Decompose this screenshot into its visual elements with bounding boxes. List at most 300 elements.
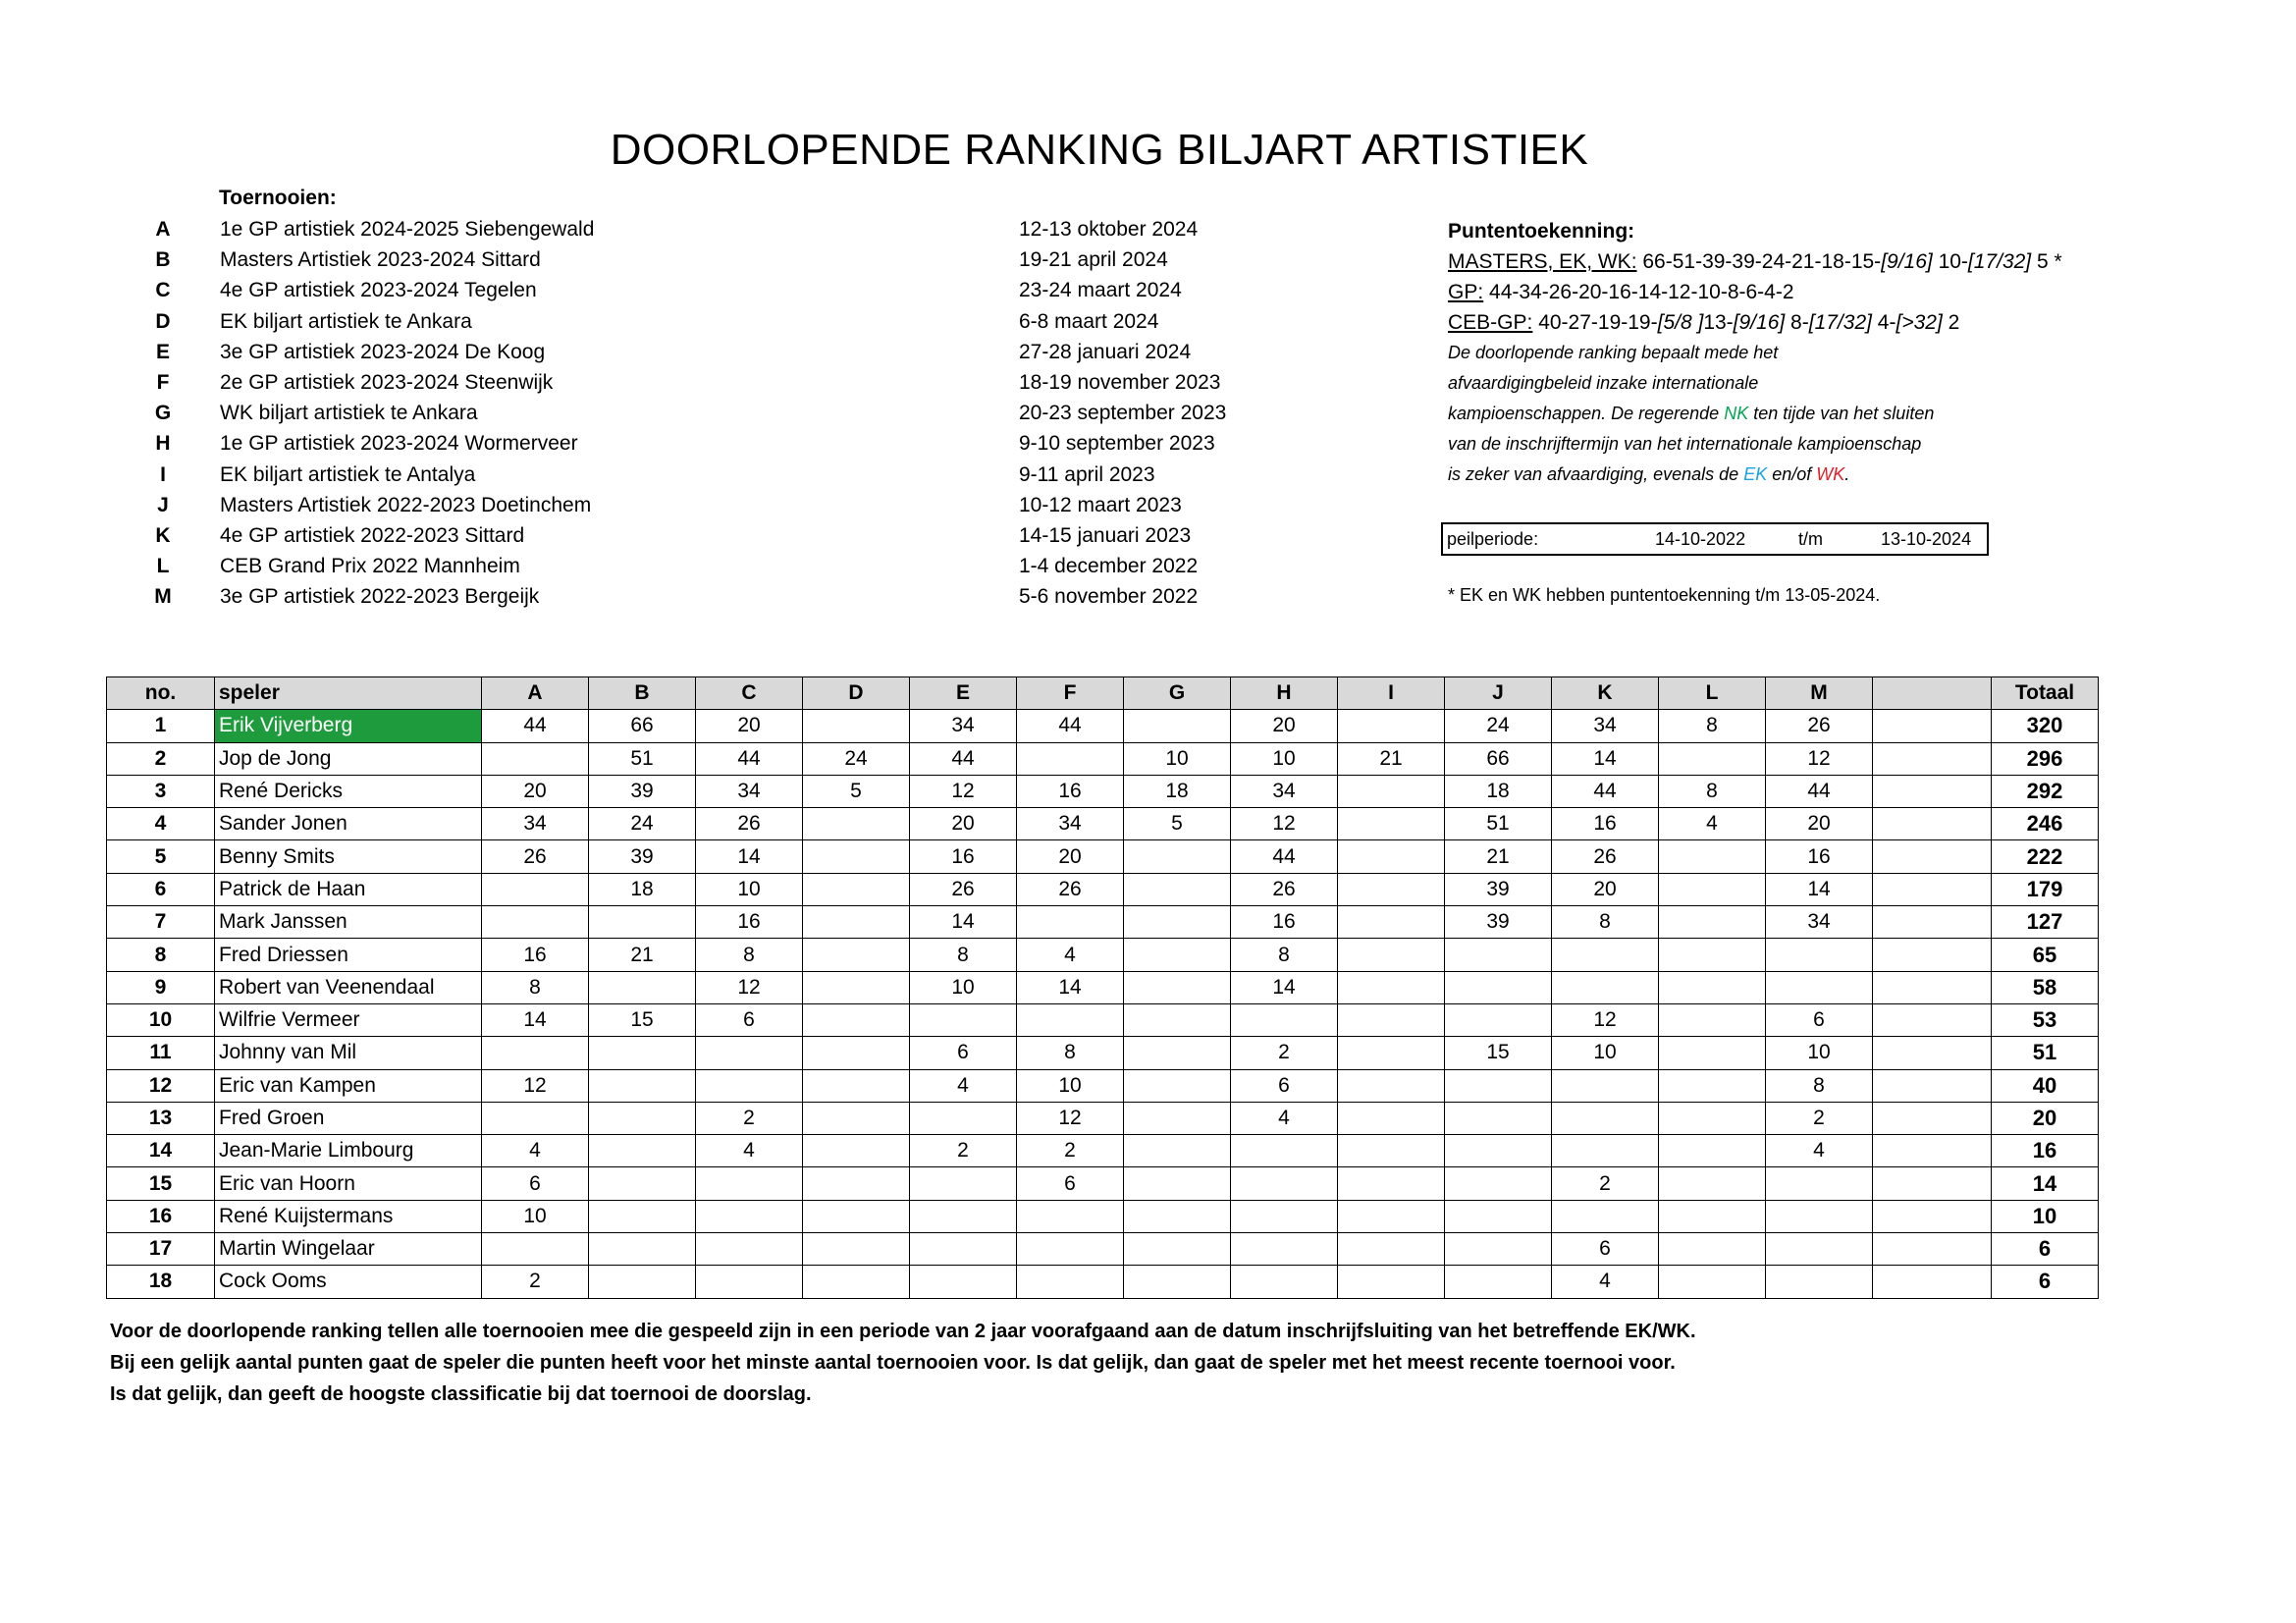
score-cell: [803, 971, 910, 1003]
header-k: K: [1552, 677, 1659, 710]
score-cell: [1124, 1003, 1231, 1036]
score-cell: [1445, 1003, 1552, 1036]
score-cell: [1124, 1069, 1231, 1102]
score-cell: 15: [1445, 1037, 1552, 1069]
score-cell: 8: [1231, 939, 1338, 971]
score-cell: [1124, 710, 1231, 742]
score-cell: [1231, 1233, 1338, 1266]
score-cell: [803, 1003, 910, 1036]
score-cell: [589, 1069, 696, 1102]
peil-period-box: [1441, 522, 1989, 556]
score-cell: [1124, 939, 1231, 971]
score-cell: 39: [1445, 906, 1552, 939]
score-cell: 34: [482, 808, 589, 840]
score-cell: 12: [482, 1069, 589, 1102]
score-cell: [1338, 840, 1445, 873]
score-cell: [482, 1233, 589, 1266]
score-cell: [1338, 1003, 1445, 1036]
rank-cell: 16: [107, 1200, 215, 1232]
score-cell: [1766, 1266, 1873, 1298]
tournament-date: 6-8 maart 2024: [1019, 309, 1159, 333]
points-gp: GP: 44-34-26-20-16-14-12-10-8-6-4-2: [1448, 281, 1794, 303]
peil-to: 13-10-2024: [1881, 529, 1972, 549]
score-cell: 8: [696, 939, 803, 971]
total-cell: 246: [1992, 808, 2099, 840]
tournament-code: D: [155, 309, 171, 333]
score-cell: 16: [482, 939, 589, 971]
score-cell: [910, 1233, 1017, 1266]
score-cell: [803, 1167, 910, 1200]
peil-from: 14-10-2022: [1655, 529, 1746, 549]
score-cell: [696, 1266, 803, 1298]
tournament-name: Masters Artistiek 2023-2024 Sittard: [220, 248, 541, 272]
header-j: J: [1445, 677, 1552, 710]
rank-cell: 11: [107, 1037, 215, 1069]
score-cell: 2: [1552, 1167, 1659, 1200]
score-cell: [696, 1233, 803, 1266]
score-cell: [910, 1003, 1017, 1036]
tournament-name: 1e GP artistiek 2024-2025 Siebengewald: [220, 218, 595, 241]
player-cell: René Kuijstermans: [215, 1200, 482, 1232]
score-cell: 20: [696, 710, 803, 742]
score-cell: 21: [1445, 840, 1552, 873]
score-cell: [1124, 1102, 1231, 1134]
rank-cell: 5: [107, 840, 215, 873]
score-cell: 34: [1766, 906, 1873, 939]
score-cell: 44: [1231, 840, 1338, 873]
tournament-code: E: [155, 340, 170, 363]
score-cell: [910, 1167, 1017, 1200]
table-row: [107, 1003, 2099, 1036]
score-cell: [1659, 1102, 1766, 1134]
header-a: A: [482, 677, 589, 710]
player-cell: René Dericks: [215, 775, 482, 807]
score-cell: 16: [910, 840, 1017, 873]
tournament-date: 20-23 september 2023: [1019, 402, 1227, 425]
player-cell: Jop de Jong: [215, 742, 482, 775]
score-cell: [1552, 1200, 1659, 1232]
score-cell: 66: [589, 710, 696, 742]
score-cell: [1766, 939, 1873, 971]
score-cell: [1124, 906, 1231, 939]
score-cell: [1873, 1069, 1992, 1102]
score-cell: [1017, 1200, 1124, 1232]
score-cell: [1552, 971, 1659, 1003]
score-cell: 21: [1338, 742, 1445, 775]
ranking-table: [106, 676, 2099, 1299]
score-cell: [1017, 906, 1124, 939]
score-cell: 10: [482, 1200, 589, 1232]
table-row: [107, 873, 2099, 905]
score-cell: 51: [1445, 808, 1552, 840]
table-row: [107, 710, 2099, 742]
total-cell: 40: [1992, 1069, 2099, 1102]
score-cell: [1338, 1200, 1445, 1232]
table-row: [107, 808, 2099, 840]
score-cell: 34: [1231, 775, 1338, 807]
score-cell: 26: [910, 873, 1017, 905]
score-cell: [910, 1266, 1017, 1298]
rank-cell: 15: [107, 1167, 215, 1200]
player-cell: Mark Janssen: [215, 906, 482, 939]
score-cell: 51: [589, 742, 696, 775]
score-cell: 12: [1552, 1003, 1659, 1036]
tournament-name: CEB Grand Prix 2022 Mannheim: [220, 555, 520, 578]
tournament-name: 3e GP artistiek 2023-2024 De Koog: [220, 340, 546, 363]
tournament-date: 23-24 maart 2024: [1019, 279, 1182, 302]
score-cell: 4: [696, 1135, 803, 1167]
rank-cell: 8: [107, 939, 215, 971]
table-row: [107, 939, 2099, 971]
score-cell: 44: [696, 742, 803, 775]
score-cell: [1873, 775, 1992, 807]
score-cell: 34: [910, 710, 1017, 742]
header-d: D: [803, 677, 910, 710]
score-cell: [1445, 1233, 1552, 1266]
score-cell: 10: [1017, 1069, 1124, 1102]
score-cell: [1766, 1200, 1873, 1232]
score-cell: [1552, 1135, 1659, 1167]
score-cell: [1659, 1135, 1766, 1167]
score-cell: [1659, 1167, 1766, 1200]
score-cell: 6: [696, 1003, 803, 1036]
tournament-code: F: [156, 371, 170, 394]
score-cell: 20: [482, 775, 589, 807]
total-cell: 292: [1992, 775, 2099, 807]
score-cell: 14: [1017, 971, 1124, 1003]
score-cell: 4: [1552, 1266, 1659, 1298]
header-b: B: [589, 677, 696, 710]
table-body: [107, 710, 2099, 1298]
tournament-name: 3e GP artistiek 2022-2023 Bergeijk: [220, 585, 540, 609]
score-cell: [1017, 742, 1124, 775]
score-cell: [1659, 840, 1766, 873]
score-cell: [589, 1102, 696, 1134]
score-cell: 8: [1017, 1037, 1124, 1069]
points-note-1: De doorlopende ranking bepaalt mede het: [1448, 343, 1779, 362]
table-row: [107, 840, 2099, 873]
score-cell: [589, 971, 696, 1003]
score-cell: [1873, 873, 1992, 905]
rank-cell: 1: [107, 710, 215, 742]
score-cell: [1659, 1200, 1766, 1232]
player-cell: Robert van Veenendaal: [215, 971, 482, 1003]
table-row: [107, 1135, 2099, 1167]
score-cell: [1873, 1102, 1992, 1134]
score-cell: [803, 1233, 910, 1266]
header-i: I: [1338, 677, 1445, 710]
points-heading: Puntentoekenning:: [1448, 220, 1635, 243]
score-cell: 2: [1766, 1102, 1873, 1134]
score-cell: [1873, 906, 1992, 939]
score-cell: [589, 1266, 696, 1298]
score-cell: [803, 906, 910, 939]
score-cell: 8: [482, 971, 589, 1003]
total-cell: 58: [1992, 971, 2099, 1003]
score-cell: [482, 873, 589, 905]
player-cell: Sander Jonen: [215, 808, 482, 840]
score-cell: 2: [910, 1135, 1017, 1167]
score-cell: 16: [1231, 906, 1338, 939]
score-cell: [589, 1037, 696, 1069]
score-cell: 4: [482, 1135, 589, 1167]
points-note-3: kampioenschappen. De regerende NK ten tijde van het sluiten: [1448, 404, 1935, 423]
score-cell: 66: [1445, 742, 1552, 775]
score-cell: [1552, 1102, 1659, 1134]
score-cell: [1445, 1135, 1552, 1167]
score-cell: 10: [696, 873, 803, 905]
score-cell: 20: [1017, 840, 1124, 873]
score-cell: 24: [803, 742, 910, 775]
player-cell: Martin Wingelaar: [215, 1233, 482, 1266]
table-row: [107, 1102, 2099, 1134]
score-cell: [1338, 873, 1445, 905]
tournament-code: H: [155, 432, 171, 456]
score-cell: [1124, 1266, 1231, 1298]
score-cell: [803, 808, 910, 840]
score-cell: [1445, 939, 1552, 971]
score-cell: [1124, 840, 1231, 873]
score-cell: 44: [1766, 775, 1873, 807]
score-cell: 10: [1124, 742, 1231, 775]
total-cell: 51: [1992, 1037, 2099, 1069]
score-cell: 10: [1552, 1037, 1659, 1069]
score-cell: [1659, 1233, 1766, 1266]
score-cell: 2: [696, 1102, 803, 1134]
score-cell: [1017, 1003, 1124, 1036]
score-cell: [1873, 1037, 1992, 1069]
points-ceb: CEB-GP: 40-27-19-19-[5/8 ]13-[9/16] 8-[17/32] 4-[>32] 2: [1448, 311, 1960, 334]
score-cell: [589, 1200, 696, 1232]
player-cell: Fred Groen: [215, 1102, 482, 1134]
score-cell: [1445, 971, 1552, 1003]
tournament-name: 1e GP artistiek 2023-2024 Wormerveer: [220, 432, 578, 456]
score-cell: [696, 1167, 803, 1200]
total-cell: 14: [1992, 1167, 2099, 1200]
player-cell: Cock Ooms: [215, 1266, 482, 1298]
score-cell: 34: [696, 775, 803, 807]
score-cell: 44: [1552, 775, 1659, 807]
score-cell: 20: [1231, 710, 1338, 742]
tournament-date: 14-15 januari 2023: [1019, 524, 1192, 547]
score-cell: [1659, 971, 1766, 1003]
tournament-name: EK biljart artistiek te Antalya: [220, 462, 476, 486]
score-cell: 14: [696, 840, 803, 873]
score-cell: 21: [589, 939, 696, 971]
score-cell: [1445, 1200, 1552, 1232]
score-cell: [1017, 1233, 1124, 1266]
total-cell: 320: [1992, 710, 2099, 742]
score-cell: 12: [1231, 808, 1338, 840]
total-cell: 53: [1992, 1003, 2099, 1036]
tournament-name: Masters Artistiek 2022-2023 Doetinchem: [220, 493, 592, 516]
tournament-date: 5-6 november 2022: [1019, 585, 1199, 609]
rank-cell: 13: [107, 1102, 215, 1134]
tournament-code: L: [156, 555, 170, 578]
rank-cell: 17: [107, 1233, 215, 1266]
rank-cell: 4: [107, 808, 215, 840]
score-cell: 8: [1659, 775, 1766, 807]
score-cell: 26: [1017, 873, 1124, 905]
score-cell: 8: [1659, 710, 1766, 742]
score-cell: [1338, 1102, 1445, 1134]
score-cell: [1124, 873, 1231, 905]
score-cell: [803, 873, 910, 905]
rank-cell: 7: [107, 906, 215, 939]
score-cell: 14: [1766, 873, 1873, 905]
score-cell: 16: [1766, 840, 1873, 873]
score-cell: 14: [1231, 971, 1338, 1003]
score-cell: 4: [1659, 808, 1766, 840]
tournament-code: J: [157, 493, 169, 516]
page-title: DOORLOPENDE RANKING BILJART ARTISTIEK: [610, 126, 1589, 174]
score-cell: [803, 939, 910, 971]
score-cell: [1124, 1037, 1231, 1069]
score-cell: 26: [1552, 840, 1659, 873]
score-cell: 14: [910, 906, 1017, 939]
score-cell: [1766, 1167, 1873, 1200]
total-cell: 10: [1992, 1200, 2099, 1232]
rank-cell: 12: [107, 1069, 215, 1102]
score-cell: [1231, 1200, 1338, 1232]
tournament-code: I: [160, 462, 166, 486]
player-cell: Johnny van Mil: [215, 1037, 482, 1069]
score-cell: [1873, 1003, 1992, 1036]
score-cell: [1766, 1233, 1873, 1266]
score-cell: 5: [803, 775, 910, 807]
score-cell: 4: [1231, 1102, 1338, 1134]
score-cell: 16: [696, 906, 803, 939]
note-line: Bij een gelijk aantal punten gaat de speler die punten heeft voor het minste aantal toernooien voor. Is dat gelijk, dan gaat de speler met het meest recente toernooi voor.: [110, 1352, 1676, 1374]
score-cell: 2: [1231, 1037, 1338, 1069]
score-cell: [803, 1135, 910, 1167]
score-cell: [1124, 1200, 1231, 1232]
score-cell: 44: [1017, 710, 1124, 742]
table-row: [107, 775, 2099, 807]
tournament-name: EK biljart artistiek te Ankara: [220, 309, 472, 333]
player-cell: Benny Smits: [215, 840, 482, 873]
score-cell: [1659, 742, 1766, 775]
score-cell: [1873, 808, 1992, 840]
player-cell: Fred Driessen: [215, 939, 482, 971]
score-cell: 15: [589, 1003, 696, 1036]
score-cell: 24: [589, 808, 696, 840]
score-cell: [1873, 1200, 1992, 1232]
score-cell: [1552, 1069, 1659, 1102]
score-cell: 6: [1552, 1233, 1659, 1266]
score-cell: [1445, 1266, 1552, 1298]
score-cell: [1338, 1135, 1445, 1167]
table-row: [107, 742, 2099, 775]
score-cell: 2: [1017, 1135, 1124, 1167]
score-cell: 6: [1017, 1167, 1124, 1200]
total-cell: 65: [1992, 939, 2099, 971]
score-cell: 4: [1766, 1135, 1873, 1167]
score-cell: [1873, 710, 1992, 742]
score-cell: [1659, 1069, 1766, 1102]
score-cell: [1017, 1266, 1124, 1298]
score-cell: [910, 1200, 1017, 1232]
score-cell: [1445, 1167, 1552, 1200]
score-cell: 20: [1552, 873, 1659, 905]
tournament-code: M: [154, 585, 172, 609]
header-player: speler: [215, 677, 482, 710]
score-cell: [803, 1102, 910, 1134]
score-cell: 39: [589, 840, 696, 873]
score-cell: [1124, 1135, 1231, 1167]
total-cell: 6: [1992, 1266, 2099, 1298]
score-cell: 18: [589, 873, 696, 905]
player-cell: Eric van Hoorn: [215, 1167, 482, 1200]
score-cell: [803, 710, 910, 742]
player-cell: Wilfrie Vermeer: [215, 1003, 482, 1036]
score-cell: [1124, 1233, 1231, 1266]
score-cell: 4: [910, 1069, 1017, 1102]
score-cell: [696, 1037, 803, 1069]
score-cell: [1873, 1266, 1992, 1298]
rank-cell: 2: [107, 742, 215, 775]
rank-cell: 6: [107, 873, 215, 905]
score-cell: 26: [482, 840, 589, 873]
tournament-date: 12-13 oktober 2024: [1019, 218, 1199, 241]
score-cell: [1445, 1102, 1552, 1134]
score-cell: 10: [1766, 1037, 1873, 1069]
header-blank: [1873, 677, 1992, 710]
peil-sep: t/m: [1798, 529, 1823, 549]
rank-cell: 10: [107, 1003, 215, 1036]
score-cell: 12: [910, 775, 1017, 807]
score-cell: 14: [482, 1003, 589, 1036]
ranking-notes: [110, 1316, 1696, 1410]
score-cell: 24: [1445, 710, 1552, 742]
header-c: C: [696, 677, 803, 710]
player-cell: Eric van Kampen: [215, 1069, 482, 1102]
tournament-code: K: [155, 524, 171, 547]
table-row: [107, 1200, 2099, 1232]
score-cell: 16: [1552, 808, 1659, 840]
score-cell: 12: [1017, 1102, 1124, 1134]
total-cell: 6: [1992, 1233, 2099, 1266]
tournament-date: 1-4 december 2022: [1019, 555, 1199, 578]
score-cell: [1552, 939, 1659, 971]
header-m: M: [1766, 677, 1873, 710]
score-cell: [1445, 1069, 1552, 1102]
table-row: [107, 1069, 2099, 1102]
score-cell: [1873, 742, 1992, 775]
score-cell: [1659, 939, 1766, 971]
score-cell: [1338, 1069, 1445, 1102]
score-cell: [589, 906, 696, 939]
tournament-date: 27-28 januari 2024: [1019, 340, 1192, 363]
score-cell: 20: [910, 808, 1017, 840]
score-cell: 16: [1017, 775, 1124, 807]
score-cell: [1338, 808, 1445, 840]
score-cell: [1231, 1003, 1338, 1036]
score-cell: 8: [910, 939, 1017, 971]
note-line: Voor de doorlopende ranking tellen alle toernooien mee die gespeeld zijn in een periode van 2 jaar voorafgaand aan de datum inschrijfsluiting van het betreffende EK/WK.: [110, 1321, 1696, 1342]
score-cell: [1659, 906, 1766, 939]
tournament-code: B: [155, 248, 171, 272]
score-cell: [696, 1069, 803, 1102]
score-cell: 39: [589, 775, 696, 807]
score-cell: [1338, 1167, 1445, 1200]
score-cell: 6: [1231, 1069, 1338, 1102]
rank-cell: 9: [107, 971, 215, 1003]
table-row: [107, 906, 2099, 939]
score-cell: 14: [1552, 742, 1659, 775]
score-cell: 39: [1445, 873, 1552, 905]
score-cell: [1873, 1167, 1992, 1200]
